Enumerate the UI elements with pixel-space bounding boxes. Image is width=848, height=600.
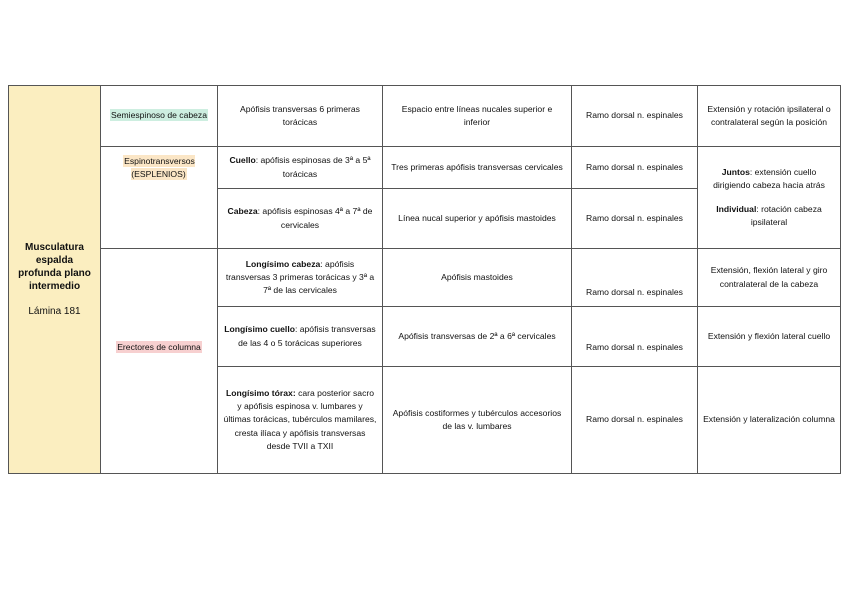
- origin-rest: cara posterior sacro y apófisis espinosa v. lumbares y últimas torácicas, tubérculos mamilares, cresta ilíaca y apófisis transversas desde TVII a TXII: [223, 387, 377, 451]
- muscle-table: [8, 85, 841, 474]
- insertion-cell: Apófisis mastoides: [383, 249, 572, 307]
- muscle-name-erectores: Erectores de columna: [117, 342, 201, 352]
- muscle-name-cell: [101, 147, 218, 249]
- innervation-cell: Ramo dorsal n. espinales: [572, 86, 698, 147]
- action-individual: [703, 203, 835, 230]
- origin-cell: [218, 249, 383, 307]
- origin-bold: Longísimo cabeza: [245, 258, 321, 269]
- muscle-name-semiespinoso: Semiespinoso de cabeza: [110, 110, 208, 121]
- table-row: [9, 86, 841, 147]
- table-row: [9, 147, 841, 189]
- action-juntos-rest: : extensión cuello dirigiendo cabeza hacia atrás: [713, 166, 825, 191]
- origin-cell: [218, 367, 383, 474]
- origin-rest: : apófisis transversas 3 primeras torácicas y 3ª a 7ª de las cervicales: [225, 258, 375, 296]
- action-cell: Extensión y flexión lateral cuello: [698, 307, 841, 367]
- action-individual-rest: : rotación cabeza ipsilateral: [750, 203, 822, 227]
- origin-bold: Cabeza: [227, 206, 258, 217]
- innervation-cell: Ramo dorsal n. espinales: [572, 307, 698, 367]
- muscle-name-esplenios: Espinotransversos (ESPLENIOS): [124, 156, 195, 180]
- action-cell: [698, 147, 841, 249]
- muscle-name-cell: [101, 86, 218, 147]
- group-title: Musculatura espalda profunda plano intermedio: [18, 242, 91, 292]
- innervation-cell: Ramo dorsal n. espinales: [572, 189, 698, 249]
- origin-cell: [218, 189, 383, 249]
- action-cell: Extensión y rotación ipsilateral o contralateral según la posición: [698, 86, 841, 147]
- action-cell: Extensión y lateralización columna: [698, 367, 841, 474]
- table-row: [9, 249, 841, 307]
- origin-bold: Longísimo tórax:: [225, 387, 296, 398]
- action-individual-bold: Individual: [716, 203, 757, 214]
- origin-rest: : apófisis transversas de las 4 o 5 torácicas superiores: [238, 324, 376, 348]
- origin-cell: Apófisis transversas 6 primeras torácicas: [218, 86, 383, 147]
- origin-cell: [218, 147, 383, 189]
- origin-rest: : apófisis espinosas de 3ª a 5ª torácicas: [255, 155, 371, 179]
- insertion-cell: Tres primeras apófisis transversas cervicales: [383, 147, 572, 189]
- origin-bold: Cuello: [229, 155, 256, 166]
- action-juntos: [703, 166, 835, 193]
- group-cell: [9, 86, 101, 474]
- origin-cell: [218, 307, 383, 367]
- insertion-cell: Línea nucal superior y apófisis mastoides: [383, 189, 572, 249]
- lamina-reference: Lámina 181: [28, 306, 81, 317]
- innervation-cell: Ramo dorsal n. espinales: [572, 249, 698, 307]
- action-cell: Extensión, flexión lateral y giro contralateral de la cabeza: [698, 249, 841, 307]
- origin-bold: Longísimo cuello: [224, 324, 295, 335]
- action-juntos-bold: Juntos: [721, 166, 750, 177]
- insertion-cell: Espacio entre líneas nucales superior e inferior: [383, 86, 572, 147]
- muscle-name-cell: [101, 249, 218, 474]
- origin-rest: : apófisis espinosas 4ª a 7ª de cervicales: [257, 206, 373, 230]
- innervation-cell: Ramo dorsal n. espinales: [572, 147, 698, 189]
- insertion-cell: Apófisis costiformes y tubérculos accesorios de las v. lumbares: [383, 367, 572, 474]
- insertion-cell: Apófisis transversas de 2ª a 6ª cervicales: [383, 307, 572, 367]
- innervation-cell: Ramo dorsal n. espinales: [572, 367, 698, 474]
